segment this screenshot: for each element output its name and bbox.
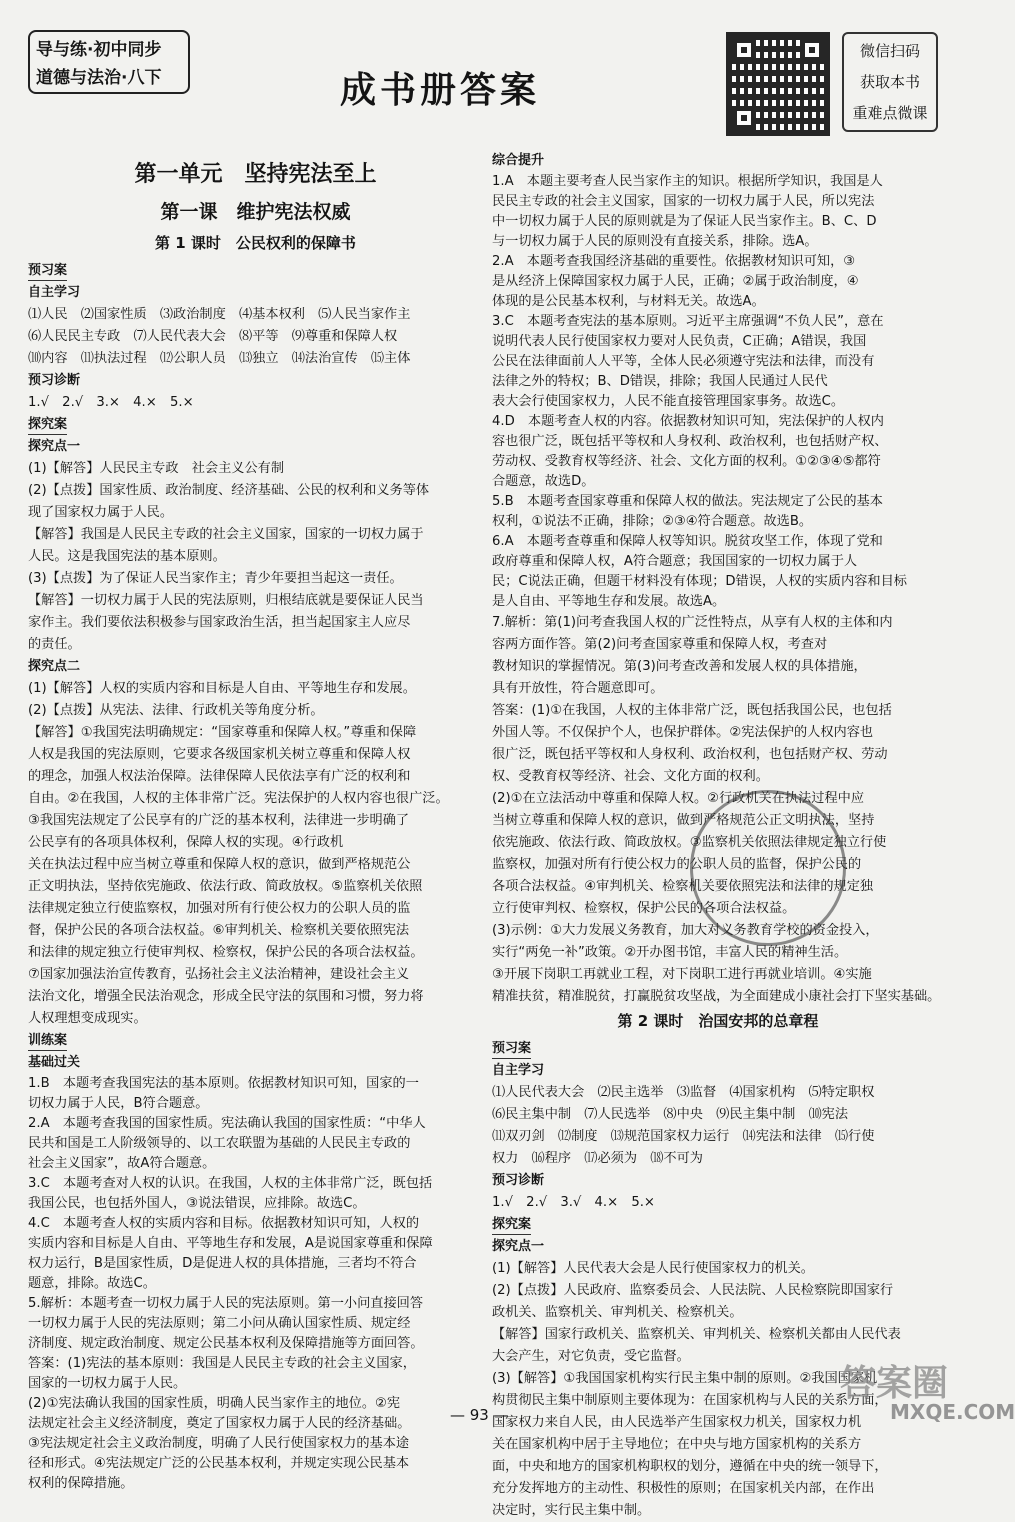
text-line-text: 民民主专政的社会主义国家，国家的一切权力属于人民，所以宪法 [492, 194, 875, 209]
text-line-text: 合题意，故选D。 [492, 474, 595, 489]
subsection-label [28, 1052, 483, 1074]
text-line-text: 法规定社会主义经济制度，奠定了国家权力属于人民的经济基础。 [28, 1416, 411, 1431]
text-line-text: 实行“两免一补”政策。②开办图书馆，丰富人民的精神生活。 [492, 945, 848, 960]
text-line [28, 986, 483, 1008]
text-line [28, 546, 483, 568]
unit-heading: 第一单元 坚持宪法至上 [134, 162, 377, 187]
text-line-text: 家作主。我们要依法积极参与国家政治生活，担当起国家主人应尽 [28, 615, 411, 630]
text-line [492, 312, 944, 332]
text-line-text: 和法律的规定独立行使审判权、检察权，保护公民的各项合法权益。 [28, 945, 424, 960]
badge-line-2: 道德与法治·八下 [36, 68, 162, 88]
text-line [28, 964, 483, 986]
qr-caption [842, 32, 938, 132]
text-line-text: ⑽内容 ⑾执法过程 ⑿公职人员 ⒀独立 ⒁法治宣传 ⒂主体 [28, 351, 411, 366]
text-line [28, 1134, 483, 1154]
text-line [28, 1354, 483, 1374]
text-line-text: 自由。②在我国，人权的主体非常广泛。宪法保护的人权内容也很广泛。 [28, 791, 449, 806]
text-line-text: 督，保护公民的各项合法权益。⑥审判机关、检察机关要依照宪法 [28, 923, 410, 938]
text-line [28, 1094, 483, 1114]
text-line-text: ⑴人民代表大会 ⑵民主选举 ⑶监督 ⑷国家机构 ⑸特定职权 [492, 1085, 875, 1100]
text-line [28, 1434, 483, 1454]
text-line-text: 充分发挥地方的主动性、积极性的原则；在国家机关内部，在作出 [492, 1481, 875, 1496]
text-line [28, 1174, 483, 1194]
text-line-text: 【解答】一切权力属于人民的宪法原则，归根结底就是要保证人民当 [28, 593, 424, 608]
text-line-text: 表大会行使国家权力，人民不能直接管理国家事务。故选C。 [492, 394, 845, 409]
section-label-text: 探究案 [492, 1216, 531, 1235]
period-heading-text: 第 2 课时 治国安邦的总章程 [617, 1012, 819, 1030]
subsection-label-text: 自主学习 [492, 1063, 545, 1078]
text-line [492, 392, 944, 412]
text-line-text: 关在国家机构中居于主导地位；在中央与地方国家机构的关系方 [492, 1437, 862, 1452]
text-line-text: 切权力属于人民，B符合题意。 [28, 1096, 209, 1111]
text-line [492, 172, 944, 192]
text-line-text: 4.C 本题考查人权的实质内容和目标。依据教材知识可知，人权的 [28, 1216, 420, 1231]
text-line [28, 1294, 483, 1314]
text-line [492, 212, 944, 232]
text-line-text: (2)①在立法活动中尊重和保障人权。②行政机关在执法过程中应 [492, 791, 865, 806]
text-line-text: ⑾双刃剑 ⑿制度 ⒀规范国家权力运行 ⒁宪法和法律 ⒂行使 [492, 1129, 875, 1144]
text-line [28, 810, 483, 832]
text-line [492, 592, 944, 612]
text-line-text: 济制度、规定政治制度、规定公民基本权利及保障措施等方面回答。 [28, 1336, 424, 1351]
text-line [492, 744, 944, 766]
text-line [492, 452, 944, 472]
text-line-text: 是从经济上保障国家权力属于人民，正确；②属于政治制度，④ [492, 274, 859, 289]
text-line-text: ⑦国家加强法治宣传教育，弘扬社会主义法治精神，建设社会主义 [28, 967, 410, 982]
text-line [492, 1192, 944, 1214]
text-line [492, 552, 944, 572]
text-line-text: 容也很广泛，既包括平等权和人身权利、政治权利，也包括财产权、 [492, 434, 888, 449]
text-line-text: 具有开放性，符合题意即可。 [492, 681, 664, 696]
subsection-label-text: 综合提升 [492, 153, 545, 168]
text-line-text: 权、受教育权等经济、社会、文化方面的权利。 [492, 769, 769, 784]
text-line [492, 766, 944, 788]
text-line-text: 实质内容和目标是人自由、平等地生存和发展，A是说国家尊重和保障 [28, 1236, 433, 1251]
subsection-label [492, 1236, 944, 1258]
text-line-text: 1.√ 2.√ 3.√ 4.× 5.× [492, 1195, 655, 1210]
text-line [28, 304, 483, 326]
subsection-label [492, 1060, 944, 1082]
text-line-text: 当树立尊重和保障人权的意识，做到严格规范公正文明执法，坚持 [492, 813, 875, 828]
text-line [28, 1394, 483, 1414]
text-line [28, 1454, 483, 1474]
qr-code-icon[interactable] [726, 32, 830, 136]
text-line-text: 法治文化，增强全民法治观念，形成全民守法的氛围和习惯，努力将 [28, 989, 424, 1004]
text-line [492, 1456, 944, 1478]
text-line [492, 432, 944, 452]
page-title: 成书册答案 [340, 70, 541, 111]
text-line-text: 人民。这是我国宪法的基本原则。 [28, 549, 226, 564]
text-line-text: 决定时，实行民主集中制。 [492, 1503, 651, 1518]
text-line [28, 1234, 483, 1254]
text-line-text: 国家的一切权力属于人民。 [28, 1376, 187, 1391]
text-line [492, 492, 944, 512]
text-line [28, 788, 483, 810]
text-line [28, 1414, 483, 1434]
text-line [492, 656, 944, 678]
section-label [28, 260, 483, 282]
text-line [492, 572, 944, 592]
section-label [28, 1030, 483, 1052]
text-line [28, 612, 483, 634]
subsection-label [28, 282, 483, 304]
text-line-text: 5.B 本题考查国家尊重和保障人权的做法。宪法规定了公民的基本 [492, 494, 883, 509]
text-line [492, 1324, 944, 1346]
text-line-text: ③我国宪法规定了公民享有的广泛的基本权利，法律进一步明确了 [28, 813, 410, 828]
text-line-text: 国家权力来自人民，由人民选举产生国家权力机关，国家权力机 [492, 1415, 862, 1430]
text-line [492, 1104, 944, 1126]
text-line [28, 524, 483, 546]
text-line-text: 法律规定独立行使监察权，加强对所有行使公权力的公职人员的监 [28, 901, 411, 916]
text-line-text: 监察权，加强对所有行使公权力的公职人员的监督，保护公民的 [492, 857, 862, 872]
text-line [28, 766, 483, 788]
text-line-text: (1)【解答】人民代表大会是人民行使国家权力的机关。 [492, 1261, 814, 1276]
text-line [492, 192, 944, 212]
text-line-text: 各项合法权益。④审判机关、检察机关要依照宪法和法律的规定独 [492, 879, 874, 894]
text-line-text: 权利的保障措施。 [28, 1476, 134, 1491]
subsection-label [28, 370, 483, 392]
text-line [28, 876, 483, 898]
badge-line-1: 导与练·初中同步 [36, 40, 162, 60]
text-line-text: 的责任。 [28, 637, 81, 652]
text-line-text: 权力 ⒃程序 ⒄必须为 ⒅不可为 [492, 1151, 703, 1166]
text-line [28, 480, 483, 502]
text-line [28, 1374, 483, 1394]
text-line-text: 6.A 本题考查尊重和保障人权等知识。脱贫攻坚工作，体现了党和 [492, 534, 883, 549]
subsection-label-text: 探究点二 [28, 659, 81, 674]
text-line [492, 1500, 944, 1522]
text-line-text: 权利，①说法不正确，排除；②③④符合题意。故选B。 [492, 514, 813, 529]
section-label [492, 1214, 944, 1236]
text-line-text: 公民享有的各项具体权利，保障人权的实现。④行政机 [28, 835, 344, 850]
text-line [492, 1082, 944, 1104]
text-line-text: ⑴人民 ⑵国家性质 ⑶政治制度 ⑷基本权利 ⑸人民当家作主 [28, 307, 411, 322]
text-line-text: 题意，排除。故选C。 [28, 1276, 156, 1291]
text-line [492, 252, 944, 272]
section-label [492, 1038, 944, 1060]
section-label-text: 训练案 [28, 1032, 67, 1051]
text-line [492, 232, 944, 252]
text-line-text: 法律之外的特权；B、D错误，排除；我国人民通过人民代 [492, 374, 828, 389]
subsection-label [492, 150, 944, 172]
subsection-label-text: 预习诊断 [28, 373, 81, 388]
text-line-text: 民；C说法正确，但题干材料没有体现；D错误，人权的实质内容和目标 [492, 574, 907, 589]
subsection-label-text: 基础过关 [28, 1055, 81, 1070]
text-line-text: 中一切权力属于人民的原则就是为了保证人民当家作主。B、C、D [492, 214, 877, 229]
text-line [492, 532, 944, 552]
section-label-text: 预习案 [28, 262, 67, 281]
section-label-text: 探究案 [28, 416, 67, 435]
text-line [492, 1126, 944, 1148]
text-line-text: (2)【点拨】人民政府、监察委员会、人民法院、人民检察院即国家行 [492, 1283, 894, 1298]
text-line-text: (2)①宪法确认我国的国家性质，明确人民当家作主的地位。②宪 [28, 1396, 401, 1411]
text-line [492, 678, 944, 700]
text-line-text: 4.D 本题考查人权的内容。依据教材知识可知，宪法保护的人权内 [492, 414, 884, 429]
text-line [28, 1254, 483, 1274]
text-line-text: 大会产生，对它负责，受它监督。 [492, 1349, 690, 1364]
left-answer-text [28, 260, 483, 1494]
text-line-text: 关在执法过程中应当树立尊重和保障人权的意识，做到严格规范公 [28, 857, 411, 872]
watermark-url: MXQE.COM [890, 1400, 1015, 1424]
text-line-text: (1)【解答】人民民主专政 社会主义公有制 [28, 461, 285, 476]
text-line [28, 1114, 483, 1134]
text-line-text: (2)【点拨】从宪法、法律、行政机关等角度分析。 [28, 703, 324, 718]
watermark-logo: 答案圈 [840, 1363, 949, 1404]
text-line [492, 634, 944, 656]
text-line-text: 【解答】国家行政机关、监察机关、审判机关、检察机关都由人民代表 [492, 1327, 901, 1342]
text-line [28, 1194, 483, 1214]
text-line-text: 外国人等。不仅保护个人，也保护群体。②宪法保护的人权内容也 [492, 725, 874, 740]
text-line-text: 正文明执法，坚持依宪施政、依法行政、简政放权。⑤监察机关依照 [28, 879, 423, 894]
qr-finder-icon [800, 38, 824, 62]
text-line [28, 568, 483, 590]
text-line [492, 964, 944, 986]
text-line-text: ⑹人民民主专政 ⑺人民代表大会 ⑻平等 ⑼尊重和保障人权 [28, 329, 398, 344]
text-line [492, 272, 944, 292]
text-line [492, 372, 944, 392]
page-number: — 93 — [450, 1406, 509, 1424]
text-line-text: 劳动权、受教育权等经济、社会、文化方面的权利。①②③④⑤都符 [492, 454, 881, 469]
text-line-text: (3)【点拨】为了保证人民当家作主；青少年要担当起这一责任。 [28, 571, 403, 586]
text-line [28, 458, 483, 480]
text-line [28, 942, 483, 964]
qr-finder-icon [732, 38, 756, 62]
text-line-text: 答案：(1)宪法的基本原则：我国是人民民主专政的社会主义国家， [28, 1356, 416, 1371]
text-line [28, 1314, 483, 1334]
text-line-text: 【解答】①我国宪法明确规定：“国家尊重和保障人权。”尊重和保障 [28, 725, 417, 740]
text-line [28, 634, 483, 656]
text-line [28, 348, 483, 370]
section-label-text: 预习案 [492, 1040, 531, 1059]
text-line-text: 社会主义国家”，故A符合题意。 [28, 1156, 216, 1171]
subsection-label-text: 预习诊断 [492, 1173, 545, 1188]
text-line-text: 5.解析：本题考查一切权力属于人民的宪法原则。第一小问直接回答 [28, 1296, 424, 1311]
text-line-text: 人权理想变成现实。 [28, 1011, 147, 1026]
text-line-text: 政机关、监察机关、审判机关、检察机关。 [492, 1305, 743, 1320]
text-line-text: ③开展下岗职工再就业工程，对下岗职工进行再就业培训。④实施 [492, 967, 872, 982]
text-line [28, 1274, 483, 1294]
text-line [492, 512, 944, 532]
text-line [28, 700, 483, 722]
text-line-text: (3)【解答】①我国国家机构实行民主集中制的原则。②我国国家机 [492, 1371, 878, 1386]
qr-caption-line-2: 获取本书 [859, 73, 920, 91]
text-line-text: 的理念，加强人权法治保障。法律保障人民依法享有广泛的权利和 [28, 769, 411, 784]
text-line-text: (3)示例：①大力发展义务教育，加大对义务教育学校的资金投入， [492, 923, 879, 938]
text-line [492, 986, 944, 1008]
text-line [492, 1148, 944, 1170]
text-line [492, 612, 944, 634]
text-line [28, 326, 483, 348]
text-line [492, 1302, 944, 1324]
subsection-label-text: 自主学习 [28, 285, 81, 300]
text-line-text: 2.A 本题考查我国的国家性质。宪法确认我国的国家性质：“中华人 [28, 1116, 426, 1131]
text-line-text: 与一切权力属于人民的原则没有直接关系，排除。选A。 [492, 234, 818, 249]
text-line [492, 1258, 944, 1280]
text-line-text: 精准扶贫，精准脱贫，打赢脱贫攻坚战，为全面建成小康社会打下坚实基础。 [492, 989, 941, 1004]
text-line-text: 权力运行，B是国家性质，D是促进人权的具体措施，三者均不符合 [28, 1256, 417, 1271]
text-line [28, 722, 483, 744]
text-line-text: 面，中央和地方的国家机构职权的划分，遵循在中央的统一领导下， [492, 1459, 888, 1474]
text-line-text: 1.B 本题考查我国宪法的基本原则。依据教材知识可知，国家的一 [28, 1076, 419, 1091]
text-line [28, 832, 483, 854]
text-line [492, 722, 944, 744]
text-line [28, 920, 483, 942]
qr-caption-line-1: 微信扫码 [859, 42, 920, 60]
text-line-text: 现了国家权力属于人民。 [28, 505, 174, 520]
left-column [28, 160, 483, 1494]
text-line [28, 854, 483, 876]
text-line [28, 744, 483, 766]
text-line-text: (2)【点拨】国家性质、政治制度、经济基础、公民的权利和义务等体 [28, 483, 430, 498]
subsection-label [28, 436, 483, 458]
text-line [28, 1334, 483, 1354]
text-line-text: 3.C 本题考查对人权的认识。在我国，人权的主体非常广泛，既包括 [28, 1176, 433, 1191]
text-line-text: 2.A 本题考查我国经济基础的重要性。依据教材知识可知，③ [492, 254, 856, 269]
text-line-text: 3.C 本题考查宪法的基本原则。习近平主席强调“不负人民”，意在 [492, 314, 884, 329]
text-line [28, 590, 483, 612]
text-line-text: 【解答】我国是人民民主专政的社会主义国家，国家的一切权力属于 [28, 527, 424, 542]
qr-finder-icon [732, 106, 756, 130]
text-line-text: 1.A 本题主要考查人民当家作主的知识。根据所学知识，我国是人 [492, 174, 883, 189]
text-line-text: 人权是我国的宪法原则，它要求各级国家机关树立尊重和保障人权 [28, 747, 411, 762]
lesson-heading: 第一课 维护宪法权威 [160, 201, 351, 223]
text-line [28, 1474, 483, 1494]
text-line [28, 1214, 483, 1234]
book-series-badge [28, 30, 190, 94]
period-heading [492, 1008, 944, 1034]
text-line [492, 352, 944, 372]
text-line-text: 1.√ 2.√ 3.× 4.× 5.× [28, 395, 194, 410]
subsection-label [28, 656, 483, 678]
text-line [492, 292, 944, 312]
text-line-text: 依宪施政、依法行政、简政放权。③监察机关依照法律规定独立行使 [492, 835, 887, 850]
text-line-text: 立行使审判权、检察权，保护公民的各项合法权益。 [492, 901, 796, 916]
text-line-text: 说明代表人民行使国家权力要对人民负责，C正确；A错误，我国 [492, 334, 867, 349]
text-line [492, 1412, 944, 1434]
period-heading: 第 1 课时 公民权利的保障书 [155, 234, 356, 252]
text-line [28, 502, 483, 524]
subsection-label [492, 1170, 944, 1192]
text-line [28, 678, 483, 700]
text-line [492, 942, 944, 964]
text-line-text: 径和形式。④宪法规定广泛的公民基本权利，并规定实现公民基本 [28, 1456, 410, 1471]
text-line [492, 332, 944, 352]
text-line-text: 容两方面作答。第(2)问考查国家尊重和保障人权，考查对 [492, 637, 828, 652]
text-line-text: 7.解析：第(1)问考查我国人权的广泛性特点，从享有人权的主体和内 [492, 615, 893, 630]
text-line-text: 我国公民，也包括外国人，③说法错误，应排除。故选C。 [28, 1196, 366, 1211]
text-line-text: ③宪法规定社会主义政治制度，明确了人民行使国家权力的基本途 [28, 1436, 410, 1451]
text-line-text: ⑹民主集中制 ⑺人民选举 ⑻中央 ⑼民主集中制 ⑽宪法 [492, 1107, 849, 1122]
text-line-text: 体现的是公民基本权利，与材料无关。故选A。 [492, 294, 765, 309]
qr-caption-line-3: 重难点微课 [852, 104, 928, 122]
text-line [28, 898, 483, 920]
text-line-text: 答案：(1)①在我国，人权的主体非常广泛，既包括我国公民，也包括 [492, 703, 892, 718]
text-line [492, 1280, 944, 1302]
text-line-text: 公民在法律面前人人平等，全体人民必须遵守宪法和法律，而没有 [492, 354, 875, 369]
text-line [28, 1008, 483, 1030]
subsection-label-text: 探究点一 [492, 1239, 545, 1254]
text-line [492, 412, 944, 432]
section-label [28, 414, 483, 436]
text-line-text: 是人自由、平等地生存和发展。故选A。 [492, 594, 726, 609]
subsection-label-text: 探究点一 [28, 439, 81, 454]
text-line [492, 1434, 944, 1456]
text-line [28, 392, 483, 414]
text-line [492, 1478, 944, 1500]
text-line-text: 很广泛，既包括平等权和人身权利、政治权利，也包括财产权、劳动 [492, 747, 888, 762]
text-line-text: 构贯彻民主集中制原则主要体现为：在国家机构与人民的关系方面， [492, 1393, 888, 1408]
text-line-text: 一切权力属于人民的宪法原则；第二小问从确认国家性质、规定经 [28, 1316, 411, 1331]
text-line-text: 政府尊重和保障人权，A符合题意；我国国家的一切权力属于人 [492, 554, 858, 569]
text-line [28, 1074, 483, 1094]
text-line [492, 700, 944, 722]
text-line-text: 教材知识的掌握情况。第(3)问考查改善和发展人权的具体措施， [492, 659, 867, 674]
text-line-text: (1)【解答】人权的实质内容和目标是人自由、平等地生存和发展。 [28, 681, 416, 696]
text-line [28, 1154, 483, 1174]
text-line [492, 472, 944, 492]
text-line-text: 民共和国是工人阶级领导的、以工农联盟为基础的人民民主专政的 [28, 1136, 411, 1151]
